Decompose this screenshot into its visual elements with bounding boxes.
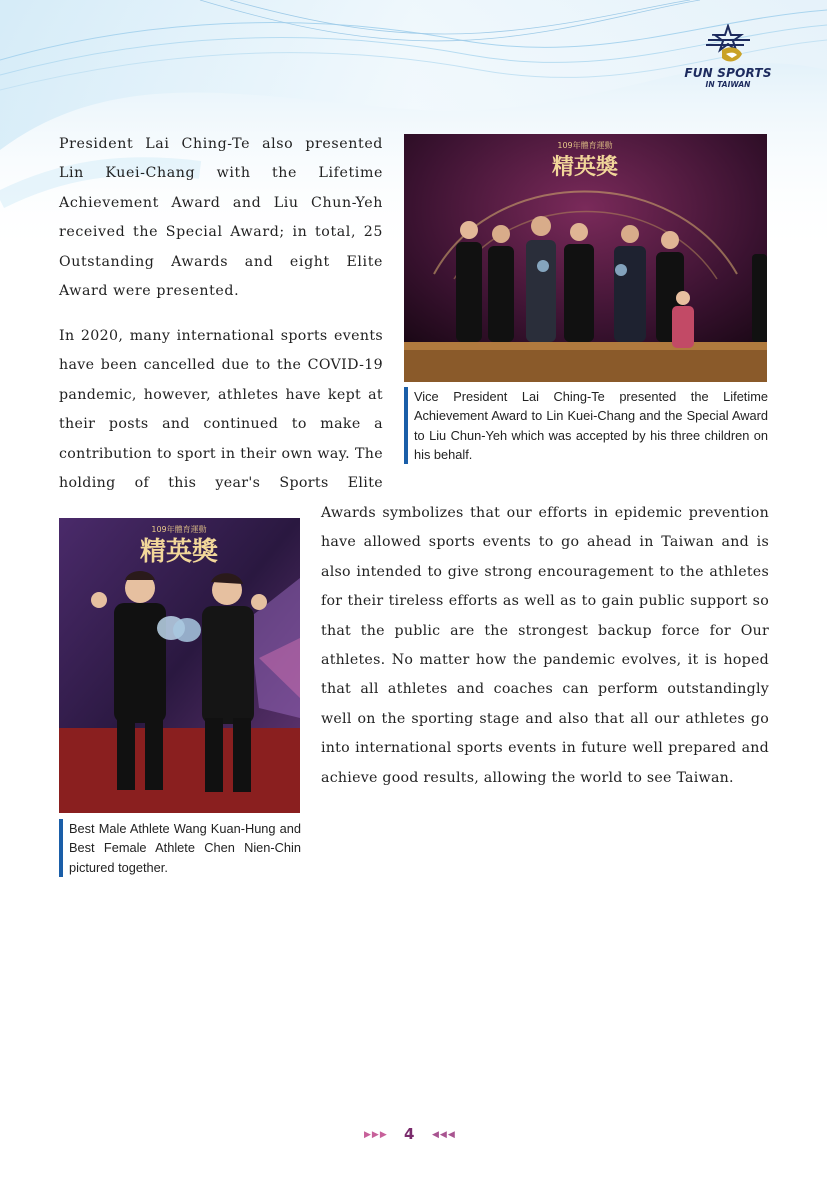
page-arrows-right-icon: ◀◀◀ — [432, 1130, 456, 1140]
page-number-footer — [360, 1124, 470, 1148]
body-paragraph-awards: President Lai Ching-Te also presented Lin Kuei-Chang with the Lifetime Achievement Award and Liu Chun-Yeh received the Special Award; in total, 25 Outstanding Awards and eight Elite Award were presented. — [59, 136, 383, 300]
logo-emblem-icon — [684, 24, 772, 66]
logo-subtitle: IN TAIWAN — [705, 80, 751, 89]
photo1-banner-big: 精英獎 — [551, 155, 619, 180]
photo2-caption: Best Male Athlete Wang Kuan-Hung and Best Female Athlete Chen Nien-Chin pictured together. — [59, 819, 301, 877]
fun-sports-logo — [684, 24, 772, 92]
photo2-banner-big: 精英獎 — [139, 537, 219, 567]
body-paragraph-epidemic: Awards symbolizes that our efforts in epidemic prevention have allowed sports events to go ahead in Taiwan and is also intended to give strong encouragement to the athletes for their tireless efforts as well as to gain public support so that the public are the strongest backup force for Our athletes. No matter how the pandemic evolves, it is hoped that all athletes and coaches can perform outstandingly well on the sporting stage and also that all our athletes go into international sports events in future well prepared and achieve good results, allowing the world to see Taiwan. — [321, 505, 769, 786]
photo2-banner-small: 109年體育運動 — [151, 525, 207, 534]
logo-title: FUN SPORTS — [684, 66, 772, 80]
award-ceremony-group-photo — [404, 134, 767, 382]
page-arrows-left-icon: ▶▶▶ — [364, 1130, 388, 1140]
photo1-banner-small: 109年體育運動 — [557, 141, 613, 150]
body-paragraph-covid: In 2020, many international sports events have been cancelled due to the COVID-19 pandemic, however, athletes have kept at their posts and continued to make a contribution to sport in their own way. The holding of this year's Sports Elite — [59, 328, 383, 492]
page-number: 4 — [404, 1125, 415, 1143]
photo1-caption: Vice President Lai Ching-Te presented the Lifetime Achievement Award to Lin Kuei-Chang and the Special Award to Liu Chun-Yeh which was accepted by his three children on his behalf. — [404, 387, 768, 464]
best-athletes-photo — [59, 518, 300, 813]
